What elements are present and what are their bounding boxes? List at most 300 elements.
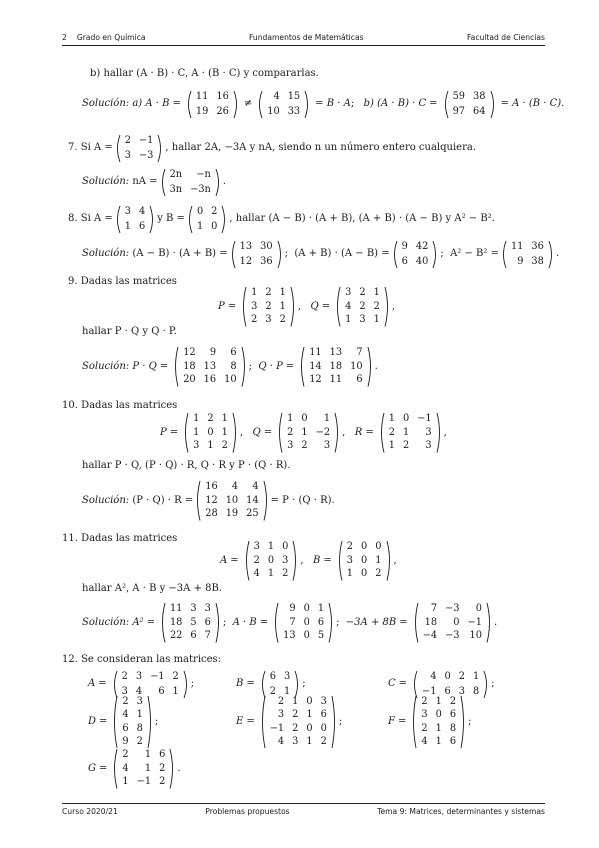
matrix-entry: 3: [190, 602, 197, 614]
matrix-entry: 1: [345, 314, 352, 326]
header-left: Grado en Química: [76, 33, 146, 42]
matrix-entry: 40: [415, 255, 429, 267]
matrix-entry: 12: [183, 346, 196, 358]
matrix-entry: 1: [196, 220, 204, 232]
problem-10-hallar: hallar P · Q, (P · Q) · R, Q · R y P · (Q · R).: [82, 460, 291, 471]
matrix-entry: 0: [361, 540, 368, 552]
matrix-entry: −1: [417, 412, 432, 424]
matrix-entry: 1: [375, 554, 382, 566]
matrix-entry: 2: [402, 440, 410, 452]
matrix-entry: 3: [251, 300, 258, 312]
matrix-entry: 2: [121, 671, 128, 683]
matrix-entry: −1: [136, 776, 152, 788]
matrix: [273, 602, 334, 644]
matrix-entry: 2: [122, 748, 129, 760]
matrix-entry: 2: [265, 286, 272, 298]
matrix-entry: 11: [195, 91, 209, 103]
matrix-entry: 1: [317, 602, 325, 614]
right-paren: [232, 412, 238, 454]
matrix-entry: 1: [373, 314, 380, 326]
matrix-entry: 7: [204, 630, 211, 642]
matrix-entry: 1: [287, 412, 294, 424]
matrix-entry: 10: [224, 374, 237, 386]
matrix-entry: 1: [472, 671, 480, 683]
right-paren: [367, 346, 373, 388]
matrix-entry: 12: [205, 494, 218, 506]
matrix-entry: 2: [359, 300, 366, 312]
header-center: Fundamentos de Matemáticas: [248, 33, 364, 42]
matrix-entry: 0: [453, 616, 460, 628]
matrix: [257, 90, 310, 119]
matrix-entry: 3: [287, 440, 294, 452]
matrix-entry: 10: [267, 105, 280, 117]
matrix-C-def: C = 4 0 2 1 −1 6 3 8 ;: [388, 670, 495, 699]
matrix-entry: 2: [277, 695, 285, 707]
matrix-entry: 0: [320, 722, 327, 734]
matrix: [115, 134, 164, 163]
matrix-entry: 6: [317, 616, 325, 628]
page-number: 2: [62, 33, 67, 42]
matrix-entry: 3: [323, 440, 331, 452]
matrix-entry: 1: [301, 426, 308, 438]
matrix-entry: 0: [211, 220, 218, 232]
matrix-entry: 4: [138, 206, 146, 218]
matrix-entry: 59: [452, 91, 466, 103]
header-rule: [62, 45, 545, 46]
matrix-entry: 9: [401, 241, 408, 253]
solution-7: Solución: nA = 2n −n 3n −3n .: [82, 168, 226, 197]
matrix-entry: 28: [205, 508, 218, 520]
matrix-entry: 3: [346, 554, 354, 566]
problem-12: 12. Se consideran las matrices:: [62, 654, 222, 665]
problem-10-matrices: P = 1 2 1 1 0 1 3 1 2 , Q = 1 0 1 2 1 −2 3 2 3 , R = 1 0 −1 2 1 3 1 2 3 ,: [160, 412, 447, 454]
right-paren: [331, 695, 337, 749]
right-paren: [290, 286, 296, 328]
matrix-entry: 3: [135, 671, 143, 683]
matrix-entry: 13: [203, 360, 217, 372]
matrix-entry: 15: [287, 91, 301, 103]
right-paren: [486, 602, 492, 644]
matrix: [379, 412, 442, 454]
matrix-entry: 6: [122, 722, 129, 734]
matrix-E-def: E = 2 1 0 3 3 2 1 6 −1 2 0 0 4 3 1 2 ;: [236, 695, 343, 748]
matrix-entry: 1: [435, 695, 442, 707]
matrix-entry: 10: [350, 360, 363, 372]
matrix-entry: 0: [303, 616, 310, 628]
matrix-entry: 1: [193, 426, 200, 438]
matrix-entry: 2: [269, 685, 276, 697]
matrix-entry: 13: [329, 346, 343, 358]
matrix-entry: 1: [144, 762, 152, 774]
matrix-entry: 16: [216, 91, 229, 103]
matrix-entry: 1: [292, 695, 299, 707]
matrix-entry: 6: [230, 346, 237, 358]
matrix-entry: 0: [435, 709, 442, 721]
matrix: [115, 205, 155, 234]
matrix-entry: 4: [252, 480, 259, 492]
matrix-entry: 1: [283, 685, 291, 697]
matrix-entry: 4: [122, 762, 129, 774]
matrix-entry: 0: [306, 722, 313, 734]
right-paren: [147, 695, 153, 749]
matrix-entry: 1: [207, 440, 214, 452]
matrix-entry: 3n: [169, 183, 183, 195]
matrix-entry: 6: [449, 709, 457, 721]
matrix-entry: 0: [402, 412, 410, 424]
problem-9-hallar: hallar P · Q y Q · P.: [82, 326, 177, 337]
matrix-entry: 6: [320, 709, 327, 721]
matrix-entry: 97: [452, 105, 466, 117]
footer-right: Tema 9: Matrices, determinantes y sistemas: [377, 807, 545, 816]
matrix-entry: 6: [138, 220, 146, 232]
matrix-entry: 3: [193, 440, 200, 452]
matrix-entry: 6: [401, 255, 408, 267]
page-footer: [62, 807, 545, 816]
matrix-entry: 2: [207, 412, 214, 424]
right-paren: [157, 134, 163, 163]
matrix-entry: 2: [359, 286, 366, 298]
matrix-entry: 1: [124, 220, 131, 232]
matrix-entry: 2: [159, 776, 166, 788]
matrix-entry: 1: [388, 412, 395, 424]
matrix-entry: −3: [138, 149, 154, 161]
right-paren: [386, 540, 392, 582]
matrix-entry: 2: [449, 695, 457, 707]
matrix-entry: 1: [122, 776, 129, 788]
matrix-entry: 2: [287, 426, 294, 438]
right-paren: [215, 168, 221, 197]
matrix-entry: 33: [287, 105, 301, 117]
matrix-entry: 1: [279, 286, 286, 298]
matrix-entry: 1: [279, 300, 286, 312]
right-paren: [436, 412, 442, 454]
matrix-entry: 3: [136, 695, 143, 707]
right-paren: [149, 205, 155, 234]
footer-left: Curso 2020/21: [62, 807, 118, 816]
matrix-entry: 3: [204, 602, 211, 614]
matrix-entry: −1: [138, 135, 154, 147]
matrix-entry: 2: [265, 300, 272, 312]
matrix-entry: 9: [122, 736, 129, 748]
matrix-entry: 2: [159, 762, 166, 774]
matrix-entry: 3: [253, 540, 260, 552]
footer-rule: [62, 803, 545, 804]
matrix-entry: −1: [150, 671, 165, 683]
matrix-entry: 14: [246, 494, 259, 506]
right-paren: [221, 205, 227, 234]
right-paren: [384, 286, 390, 328]
solution-10: Solución: (P · Q) · R = 16 4 4 12 10 14 28 19 25 = P · (Q · R).: [82, 480, 335, 522]
matrix-entry: 6: [444, 685, 451, 697]
matrix-entry: 4: [430, 671, 437, 683]
matrix: [443, 90, 496, 119]
right-paren: [183, 670, 189, 699]
matrix-entry: 1: [267, 568, 275, 580]
matrix-entry: 6: [356, 374, 363, 386]
matrix-entry: 4: [122, 709, 129, 721]
matrix-entry: 10: [469, 630, 482, 642]
matrix-entry: 3: [277, 709, 285, 721]
header-right: Facultad de Ciencias: [467, 33, 545, 42]
right-paren: [263, 480, 269, 522]
solution-6: Solución: a) A · B = 11 16 19 26 ≠ 4 15 10 33 = B · A; b) (A · B) · C = 59 38 97 64 = A · (B · C).: [82, 90, 567, 119]
item-6b: b) hallar (A · B) · C, A · (B · C) y compararlas.: [90, 68, 319, 79]
matrix-entry: −3: [445, 630, 460, 642]
right-paren: [328, 602, 334, 644]
matrix-entry: 3: [265, 314, 272, 326]
matrix-entry: 16: [203, 374, 217, 386]
matrix-entry: 16: [205, 480, 218, 492]
matrix-entry: 4: [231, 480, 239, 492]
matrix-entry: 4: [135, 685, 143, 697]
matrix-entry: 2: [136, 736, 143, 748]
matrix-entry: −3: [445, 602, 460, 614]
matrix-entry: 2: [346, 540, 354, 552]
matrix-entry: 18: [424, 616, 438, 628]
matrix-entry: 2: [421, 722, 428, 734]
matrix-entry: 3: [345, 286, 352, 298]
matrix-entry: 0: [196, 206, 204, 218]
matrix-entry: 3: [458, 685, 465, 697]
matrix-entry: 1: [136, 709, 143, 721]
matrix-entry: 2n: [169, 169, 183, 181]
matrix-entry: 1: [435, 736, 442, 748]
matrix: [195, 480, 268, 522]
matrix-D-def: D = 2 3 4 1 6 8 9 2 ;: [88, 695, 159, 748]
matrix-entry: 9: [517, 255, 524, 267]
matrix: [277, 412, 340, 454]
matrix-entry: 3: [283, 671, 291, 683]
matrix-entry: 11: [329, 374, 343, 386]
matrix-F-def: F = 2 1 2 3 0 6 2 1 8 4 1 6 ;: [388, 695, 472, 748]
matrix-entry: 18: [169, 616, 183, 628]
problem-11: 11. Dadas las matrices: [62, 533, 178, 544]
matrix-entry: 18: [329, 360, 343, 372]
matrix-entry: 2: [279, 314, 286, 326]
matrix: [112, 695, 152, 749]
matrix-entry: 36: [531, 241, 544, 253]
matrix-entry: 38: [531, 255, 544, 267]
matrix-entry: 7: [289, 616, 296, 628]
matrix-entry: 1: [267, 540, 275, 552]
matrix-entry: 1: [193, 412, 200, 424]
matrix-entry: 3: [124, 149, 131, 161]
matrix-entry: 0: [301, 412, 308, 424]
problem-10: 10. Dadas las matrices: [62, 400, 178, 411]
right-paren: [241, 346, 247, 388]
matrix-entry: 3: [425, 426, 432, 438]
matrix-entry: 2: [421, 695, 428, 707]
problem-11-hallar: hallar A², A · B y −3A + 8B.: [82, 583, 223, 594]
matrix: [183, 412, 238, 454]
matrix-entry: 6: [159, 748, 166, 760]
matrix: [501, 240, 554, 269]
matrix-entry: 2: [375, 568, 382, 580]
matrix-entry: 5: [317, 630, 325, 642]
matrix-entry: 38: [473, 91, 486, 103]
matrix-entry: 25: [246, 508, 259, 520]
matrix-entry: 3: [124, 206, 131, 218]
matrix-entry: 3: [359, 314, 366, 326]
matrix-entry: 0: [475, 602, 482, 614]
right-paren: [490, 90, 496, 119]
matrix-entry: 8: [136, 722, 143, 734]
matrix-entry: 2: [221, 440, 228, 452]
matrix-entry: 5: [190, 616, 197, 628]
matrix-entry: 12: [309, 374, 322, 386]
matrix-entry: 0: [361, 568, 368, 580]
matrix-entry: 42: [415, 241, 429, 253]
solution-9: Solución: P · Q = 12 9 6 18 13 8 20 16 10 ; Q · P = 11 13 7 14 18 10 12 11 6 .: [82, 346, 378, 388]
matrix-entry: 1: [306, 709, 313, 721]
matrix-entry: 6: [269, 671, 276, 683]
matrix-entry: 3: [292, 736, 299, 748]
right-paren: [548, 240, 554, 269]
matrix-entry: 26: [216, 105, 229, 117]
matrix: [337, 540, 392, 582]
matrix-entry: 2: [253, 554, 260, 566]
matrix-entry: 1: [373, 286, 380, 298]
matrix: [411, 695, 466, 749]
matrix-entry: 1: [251, 286, 258, 298]
right-paren: [215, 602, 221, 644]
matrix-entry: 12: [239, 255, 253, 267]
matrix-entry: 2: [251, 314, 258, 326]
matrix: [112, 748, 175, 790]
problem-7: 7. Si A = 2 −1 3 −3 , hallar 2A, −3A y nA, siendo n un número entero cualquiera.: [68, 134, 476, 163]
matrix-entry: 1: [172, 685, 179, 697]
problem-9-matrices: P = 1 2 1 3 2 1 2 3 2 , Q = 3 2 1 4 2 2 1 3 1 ,: [218, 286, 395, 328]
matrix-entry: 2: [320, 736, 327, 748]
matrix-entry: 6: [204, 616, 211, 628]
matrix-entry: 3: [282, 554, 289, 566]
matrix-entry: 1: [144, 748, 152, 760]
matrix-entry: 9: [209, 346, 217, 358]
matrix-entry: 2: [373, 300, 380, 312]
matrix: [160, 602, 221, 644]
matrix-G-def: G = 2 1 6 4 1 2 1 −1 2 .: [88, 748, 181, 790]
matrix-entry: 0: [303, 602, 310, 614]
matrix-entry: 3: [425, 440, 432, 452]
right-paren: [233, 90, 239, 119]
matrix-entry: 4: [273, 91, 280, 103]
matrix-entry: 2: [211, 206, 218, 218]
matrix-entry: 1: [388, 440, 395, 452]
matrix-entry: 6: [190, 630, 197, 642]
matrix-entry: 1: [346, 568, 354, 580]
matrix-entry: 0: [267, 554, 275, 566]
matrix-entry: 1: [221, 412, 228, 424]
matrix: [392, 240, 439, 269]
matrix-entry: 22: [169, 630, 183, 642]
right-paren: [304, 90, 310, 119]
matrix-entry: 4: [277, 736, 285, 748]
matrix-entry: −1: [422, 685, 437, 697]
matrix-entry: 11: [510, 241, 524, 253]
matrix: [413, 602, 492, 644]
matrix-A-def: A = 2 3 −1 2 3 4 6 1 ;: [88, 670, 194, 699]
matrix-entry: 2: [122, 695, 129, 707]
matrix-entry: 30: [260, 241, 273, 253]
matrix-entry: 2: [292, 709, 299, 721]
matrix-entry: 1: [221, 426, 228, 438]
matrix-entry: 11: [169, 602, 183, 614]
matrix: [260, 695, 337, 749]
matrix-entry: 2: [301, 440, 308, 452]
matrix-entry: 2: [458, 671, 465, 683]
right-paren: [432, 240, 438, 269]
matrix-entry: 1: [402, 426, 410, 438]
matrix: [160, 168, 221, 197]
matrix-entry: 9: [289, 602, 296, 614]
matrix: [299, 346, 372, 388]
matrix-entry: 36: [260, 255, 273, 267]
matrix-entry: 64: [473, 105, 486, 117]
matrix-entry: 13: [283, 630, 296, 642]
matrix: [230, 240, 283, 269]
matrix-entry: 2: [124, 135, 131, 147]
matrix: [241, 286, 296, 328]
matrix-entry: 2: [292, 722, 299, 734]
matrix: [186, 90, 239, 119]
matrix-entry: 0: [375, 540, 382, 552]
matrix-entry: −2: [315, 426, 331, 438]
matrix-entry: −4: [422, 630, 438, 642]
matrix-entry: −n: [196, 169, 211, 181]
matrix-entry: 0: [306, 695, 313, 707]
matrix-entry: 0: [361, 554, 368, 566]
matrix-entry: 7: [430, 602, 438, 614]
problem-11-matrices: A = 3 1 0 2 0 3 4 1 2 , B = 2 0 0 3 0 1 1 0 2 ,: [220, 540, 397, 582]
matrix-entry: 4: [253, 568, 260, 580]
right-paren: [292, 540, 298, 582]
matrix-entry: 3: [320, 695, 327, 707]
matrix-entry: 2: [282, 568, 289, 580]
matrix-entry: 8: [472, 685, 480, 697]
matrix-entry: −3n: [190, 183, 211, 195]
matrix-entry: 18: [183, 360, 196, 372]
matrix-entry: −1: [269, 722, 285, 734]
matrix-entry: 0: [303, 630, 310, 642]
solution-11: Solución: A² = 11 3 3 18 5 6 22 6 7 ; A · B = 9 0 1 7 0 6 13 0 5 ; −3A + 8B = 7 −3 0 18 0 −1 −4 −3 10 .: [82, 602, 497, 644]
matrix-entry: 3: [421, 709, 428, 721]
matrix-entry: 19: [195, 105, 209, 117]
matrix: [187, 205, 227, 234]
problem-8: 8. Si A = 3 4 1 6 y B = 0 2 1 0 , hallar (A − B) · (A + B), (A + B) · (A − B) y A² − B².: [68, 205, 495, 234]
matrix: [173, 346, 246, 388]
matrix-entry: 4: [421, 736, 428, 748]
right-paren: [460, 695, 466, 749]
page-header: [62, 33, 545, 42]
matrix-entry: 11: [309, 346, 322, 358]
matrix-entry: 2: [172, 671, 179, 683]
matrix-entry: −1: [467, 616, 482, 628]
matrix-B-def: B = 6 3 2 1 ;: [236, 670, 306, 699]
right-paren: [277, 240, 283, 269]
matrix-entry: 7: [356, 346, 363, 358]
matrix-entry: 4: [345, 300, 352, 312]
matrix-entry: 10: [225, 494, 239, 506]
matrix-entry: 20: [183, 374, 196, 386]
matrix-entry: 8: [449, 722, 457, 734]
matrix: [335, 286, 390, 328]
matrix-entry: 6: [158, 685, 165, 697]
right-paren: [169, 748, 175, 790]
footer-center: Problemas propuestos: [205, 807, 290, 816]
matrix-entry: 6: [449, 736, 457, 748]
matrix-entry: 2: [388, 426, 395, 438]
matrix-entry: 3: [121, 685, 128, 697]
